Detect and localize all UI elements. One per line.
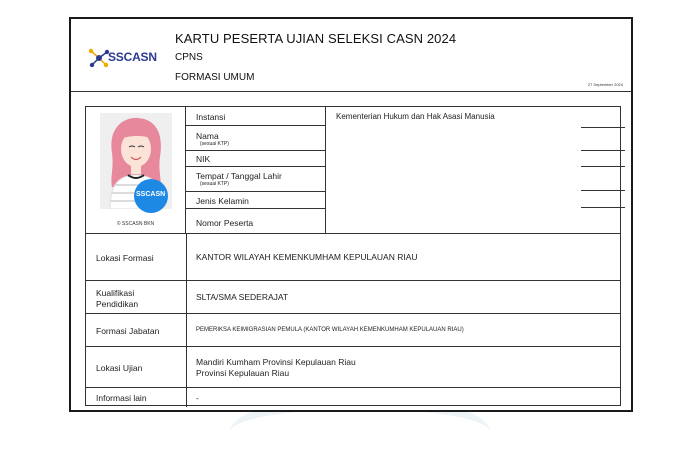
instansi-label-cell [186, 107, 326, 126]
nomor-label: Nomor Peserta [196, 218, 254, 228]
ttl-label-cell [186, 167, 326, 192]
formasi-type: FORMASI UMUM [175, 72, 255, 83]
molecule-icon [88, 47, 110, 69]
value-line [581, 166, 625, 167]
photo-caption: © SSCASN BKN [116, 221, 155, 227]
value-line [581, 127, 625, 128]
lokasi-ujian-value-2: Provinsi Kepulauan Riau [196, 368, 290, 378]
kualifikasi-label-2: Pendidikan [96, 299, 139, 309]
instansi-value-cell [326, 107, 622, 126]
logo-text: SSCASN [108, 50, 157, 64]
jabatan-value: PEMERIKSA KEIMIGRASIAN PEMULA (KANTOR WILAYAH KEMENKUMHAM KEPULAUAN RIAU) [196, 327, 464, 333]
nama-sub: (sesuai KTP) [200, 141, 229, 147]
nama-label-cell [186, 126, 326, 151]
value-line [581, 207, 625, 208]
nik-label: NIK [196, 154, 211, 164]
info-label: Informasi lain [96, 393, 147, 403]
row-formasi-jabatan [86, 313, 620, 347]
kualifikasi-value: SLTA/SMA SEDERAJAT [196, 292, 289, 302]
row-lokasi-ujian [86, 346, 620, 388]
card-title: KARTU PESERTA UJIAN SELEKSI CASN 2024 [175, 31, 457, 46]
lokasi-ujian-value-1: Mandiri Kumham Provinsi Kepulauan Riau [196, 357, 356, 367]
jk-label-cell [186, 192, 326, 209]
value-line [581, 190, 625, 191]
badge-text: SSCASN [136, 191, 166, 198]
row-kualifikasi [86, 280, 620, 314]
lokasi-formasi-label: Lokasi Formasi [96, 253, 154, 263]
nik-label-cell [186, 151, 326, 167]
row-lokasi-formasi [86, 233, 620, 281]
lokasi-formasi-value: KANTOR WILAYAH KEMENKUMHAM KEPULAUAN RIAU [196, 252, 418, 262]
lokasi-ujian-label: Lokasi Ujian [96, 363, 143, 373]
ttl-label: Tempat / Tanggal Lahir [196, 171, 282, 181]
jk-label: Jenis Kelamin [196, 196, 249, 206]
photo-cell [86, 107, 186, 233]
ttl-sub: (sesuai KTP) [200, 181, 229, 187]
card-subtitle: CPNS [175, 52, 203, 63]
instansi-value: Kementerian Hukum dan Hak Asasi Manusia [336, 112, 495, 121]
sscasn-logo [88, 44, 170, 72]
instansi-label: Instansi [196, 112, 226, 122]
jabatan-label: Formasi Jabatan [96, 326, 160, 336]
info-value: - [196, 393, 199, 403]
nama-label: Nama [196, 131, 219, 141]
header-divider [71, 91, 631, 92]
value-line [581, 150, 625, 151]
kualifikasi-label-1: Kualifikasi [96, 288, 135, 298]
participant-table [85, 106, 621, 406]
row-informasi-lain [86, 387, 620, 407]
nomor-label-cell [186, 209, 326, 233]
exam-card [69, 17, 633, 412]
print-date: 27 September 2024 [587, 82, 623, 87]
photo-badge [134, 179, 168, 213]
